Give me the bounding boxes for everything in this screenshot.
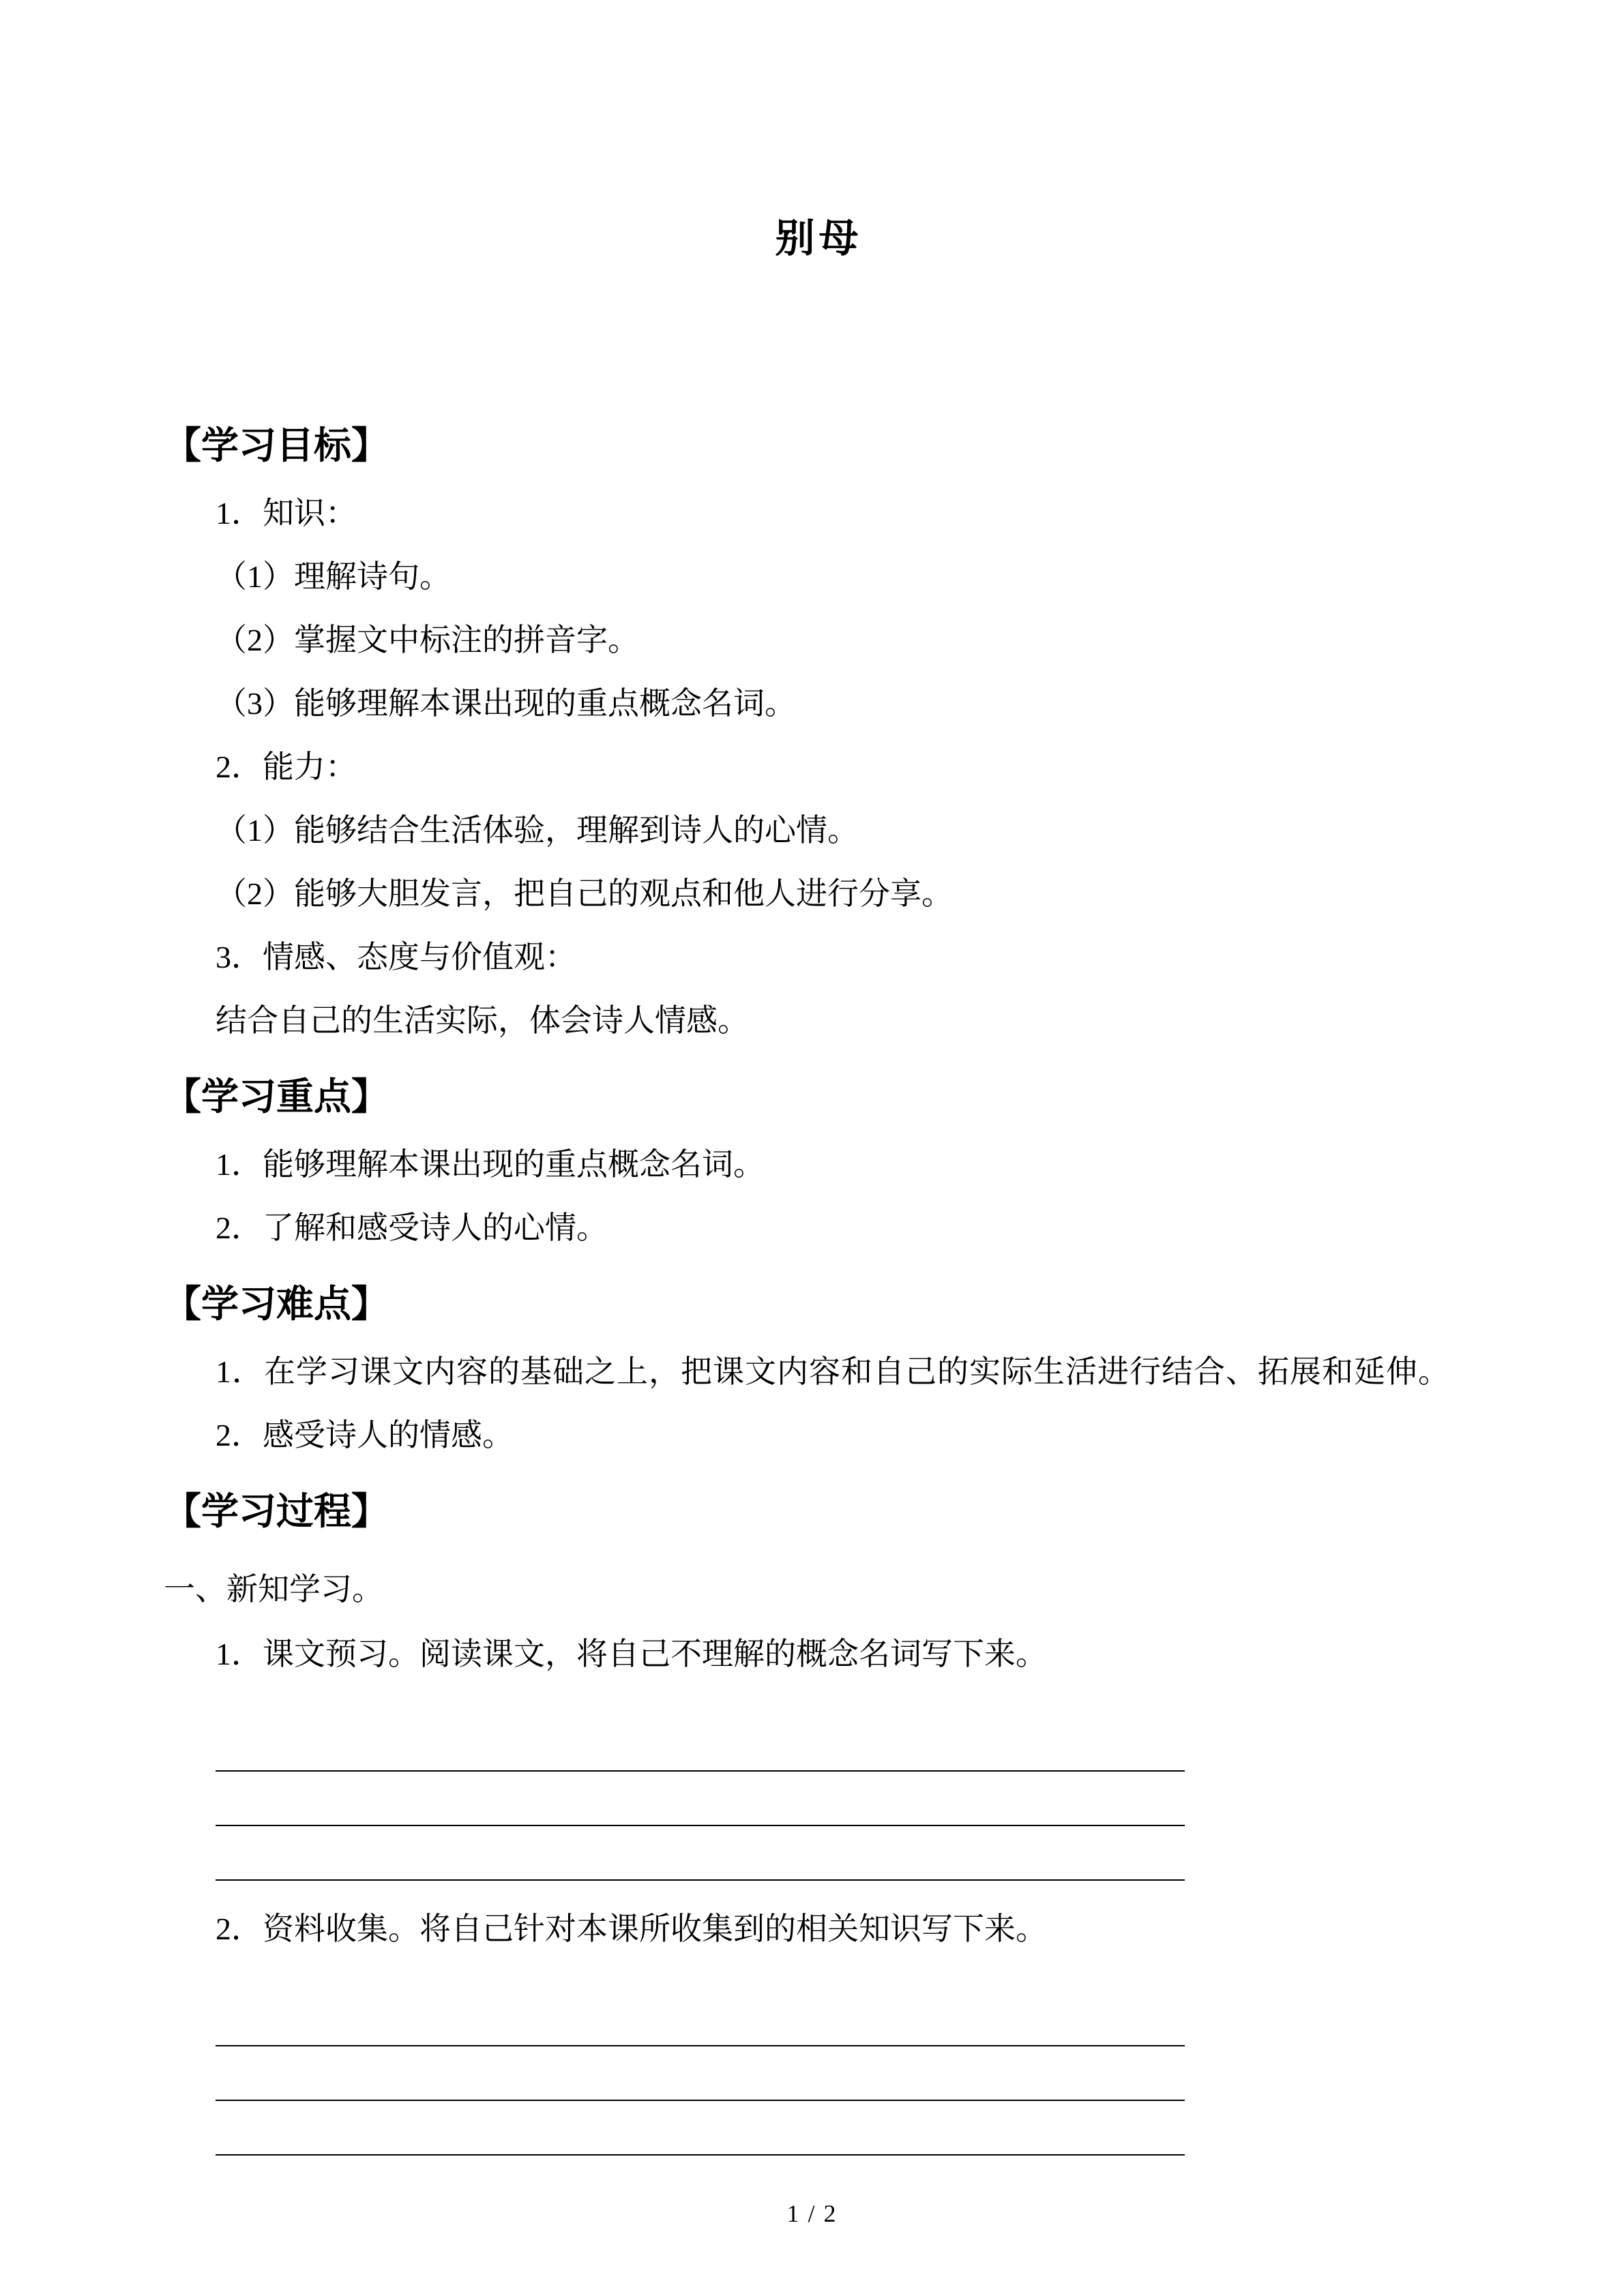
task-line: 2．资料收集。将自己针对本课所收集到的相关知识写下来。 [216,1911,1047,1946]
objective-line: （3）能够理解本课出现的重点概念名词。 [216,686,796,721]
task-line: 1．课文预习。阅读课文，将自己不理解的概念名词写下来。 [216,1637,1047,1671]
objective-line: （1）能够结合生活体验，理解到诗人的心情。 [216,813,859,848]
objectives-heading: 【学习目标】 [164,425,389,466]
key-points-heading: 【学习重点】 [164,1076,389,1118]
objective-line: （2）能够大胆发言，把自己的观点和他人进行分享。 [216,876,953,911]
objective-line: （1）理解诗句。 [216,559,451,594]
key-point-line: 1．能够理解本课出现的重点概念名词。 [216,1147,765,1182]
section-key-points [164,1062,1474,1259]
process-subheading: 一、新知学习。 [164,1572,383,1607]
difficulties-heading: 【学习难点】 [164,1283,389,1325]
answer-line [216,2046,1185,2101]
answer-line [216,2101,1185,2156]
document-title: 别母 [775,216,863,260]
objective-line: 2．能力： [216,749,357,784]
objective-line: 1．知识： [216,496,357,531]
difficulty-line: 1．在学习课文内容的基础之上，把课文内容和自己的实际生活进行结合、拓展和延伸。 [216,1354,1450,1389]
answer-line [216,1772,1185,1826]
key-point-line: 2．了解和感受诗人的心情。 [216,1210,608,1245]
objective-line: 结合自己的生活实际，体会诗人情感。 [216,1003,749,1038]
answer-blank-group [216,1992,1474,2156]
answer-blank-group [216,1717,1474,1881]
objective-line: （2）掌握文中标注的拼音字。 [216,623,639,657]
page-number: 1 / 2 [786,2200,838,2227]
answer-line [216,1826,1185,1881]
section-learning-objectives [164,411,1474,1052]
objective-line: 3．情感、态度与价值观： [216,940,576,974]
difficulty-line: 2．感受诗人的情感。 [216,1418,514,1452]
section-difficulties [164,1269,1474,1467]
answer-line [216,1717,1185,1772]
section-learning-process [164,1476,1474,2156]
process-heading: 【学习过程】 [164,1491,389,1532]
answer-line [216,1992,1185,2046]
